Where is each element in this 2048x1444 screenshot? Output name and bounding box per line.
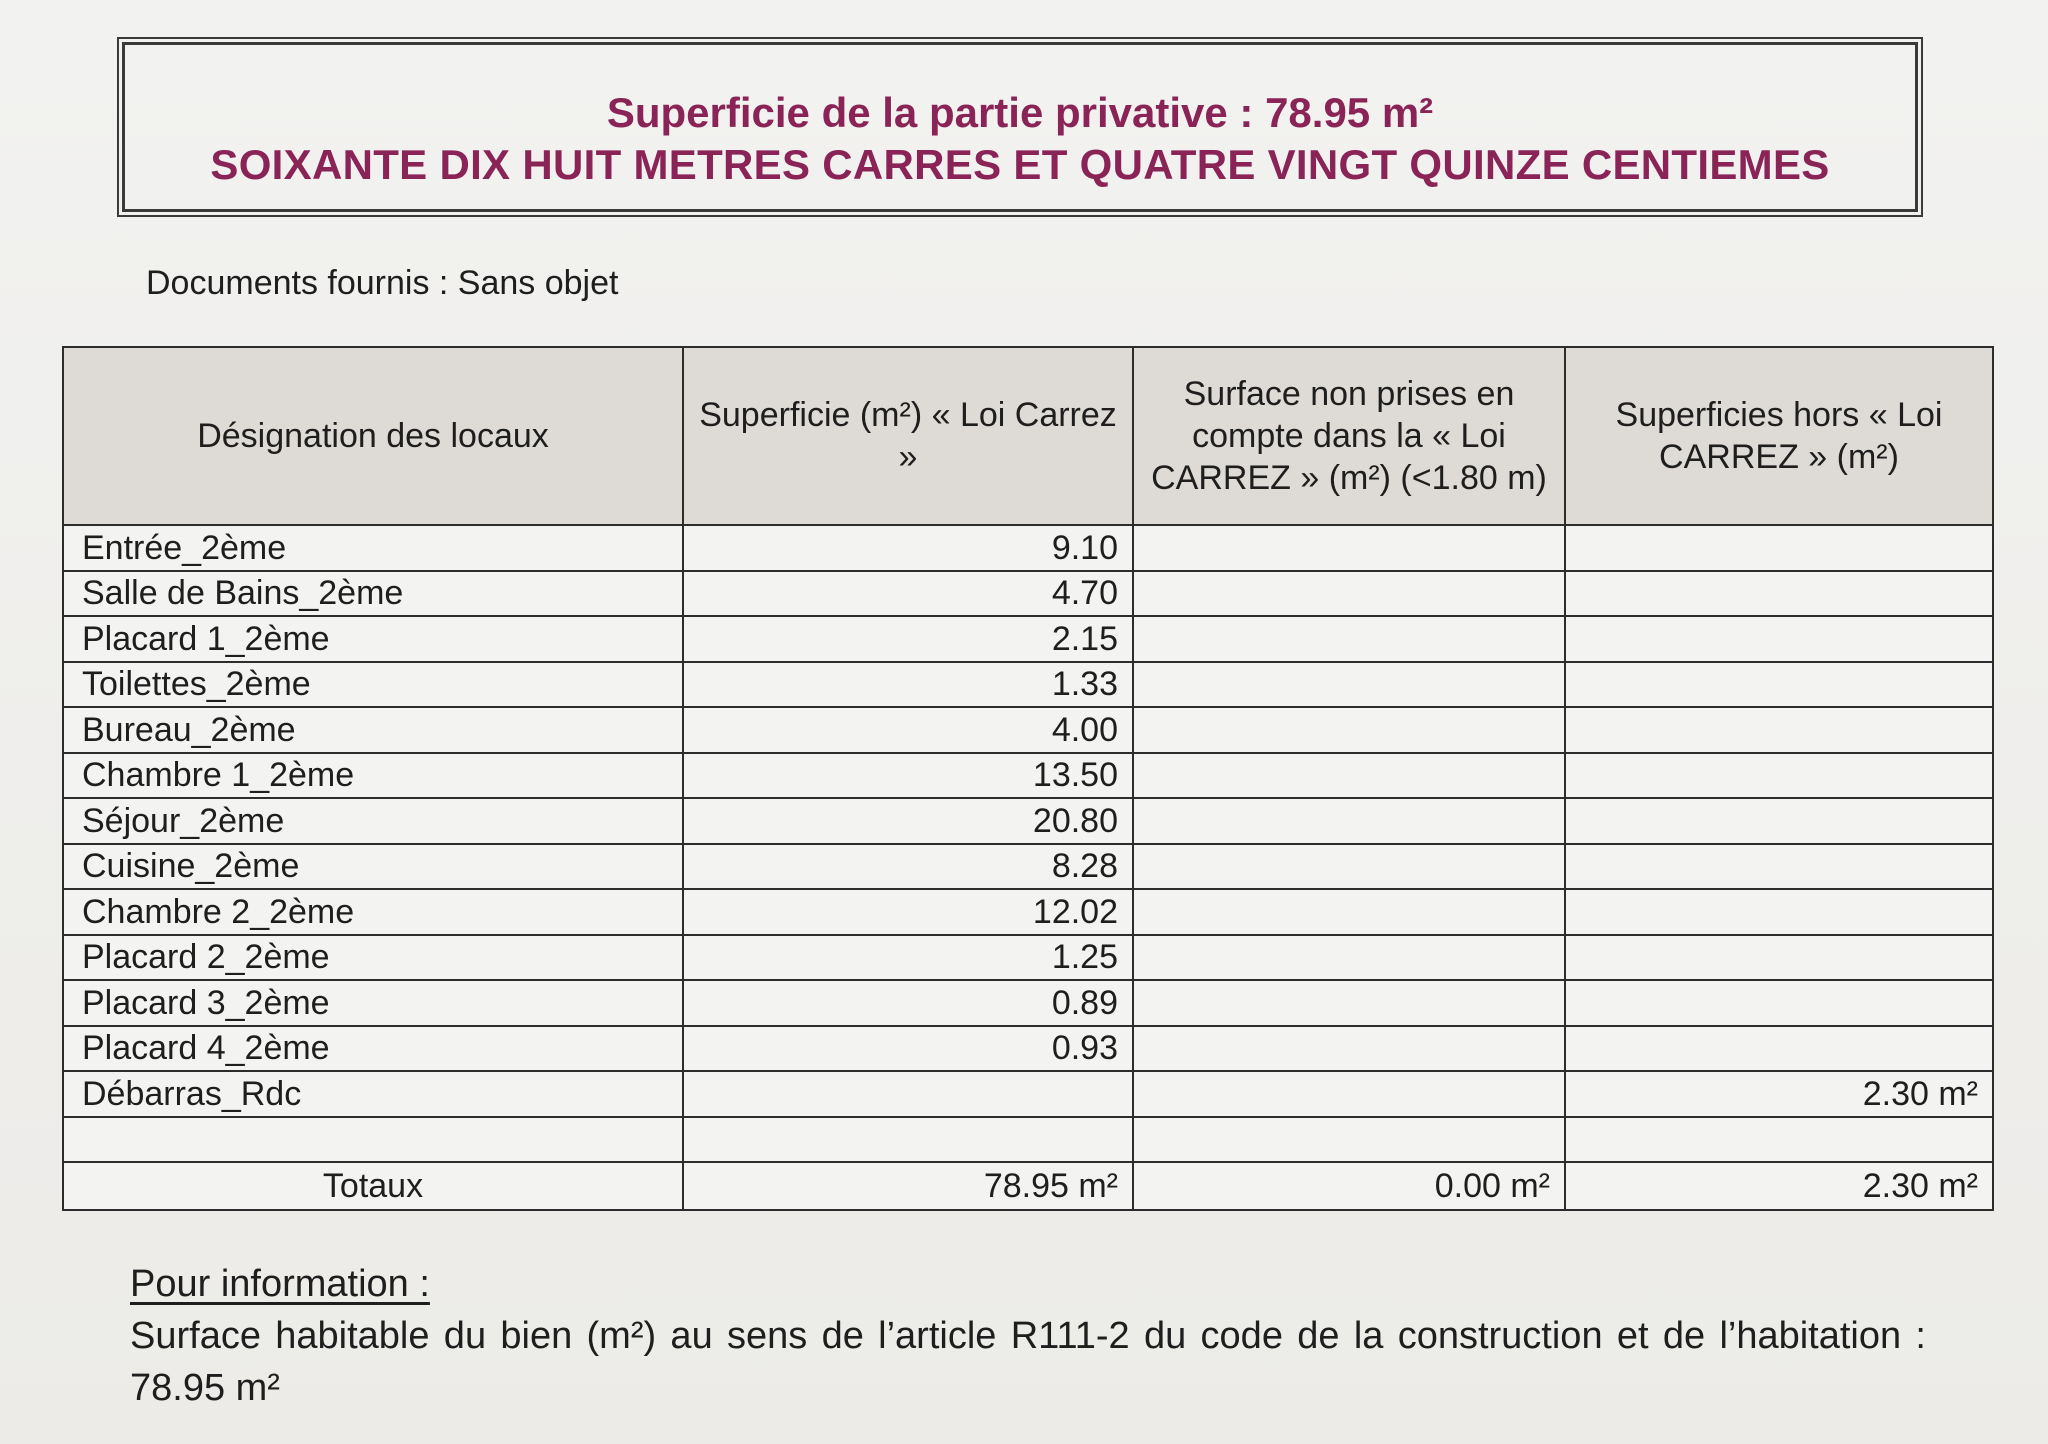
table-row: [63, 1026, 1993, 1072]
table-row: [63, 707, 1993, 753]
table-header-row: [63, 347, 1993, 525]
table-row: [63, 525, 1993, 571]
cell-carrez: 2.15: [683, 616, 1133, 662]
cell-non-prises: [1133, 889, 1565, 935]
cell-hors-carrez: [1565, 889, 1993, 935]
cell-hors-carrez: [1565, 1117, 1993, 1163]
cell-designation: [63, 1117, 683, 1163]
cell-designation: Salle de Bains_2ème: [63, 571, 683, 617]
cell-non-prises: [1133, 662, 1565, 708]
cell-hors-carrez: [1565, 525, 1993, 571]
cell-non-prises: [1133, 525, 1565, 571]
cell-designation: Bureau_2ème: [63, 707, 683, 753]
cell-carrez: 1.25: [683, 935, 1133, 981]
total-hors-carrez: 2.30 m²: [1565, 1162, 1993, 1210]
header-non-prises: Surface non prises en compte dans la « Loi CARREZ » (m²) (<1.80 m): [1133, 347, 1565, 525]
table-row: [63, 616, 1993, 662]
info-text: Surface habitable du bien (m²) au sens de l’article R111-2 du code de la construction et de l’habitation : 78.95 m²: [130, 1315, 1926, 1409]
cell-carrez: 13.50: [683, 753, 1133, 799]
cell-hors-carrez: [1565, 935, 1993, 981]
cell-designation: Chambre 2_2ème: [63, 889, 683, 935]
cell-hors-carrez: [1565, 844, 1993, 890]
cell-carrez: 12.02: [683, 889, 1133, 935]
cell-non-prises: [1133, 935, 1565, 981]
cell-hors-carrez: [1565, 1026, 1993, 1072]
cell-carrez: 8.28: [683, 844, 1133, 890]
table-row: [63, 889, 1993, 935]
cell-carrez: 20.80: [683, 798, 1133, 844]
cell-designation: Chambre 1_2ème: [63, 753, 683, 799]
info-title: Pour information :: [130, 1263, 430, 1305]
cell-non-prises: [1133, 1071, 1565, 1117]
surface-in-words: SOIXANTE DIX HUIT METRES CARRES ET QUATRE VINGT QUINZE CENTIEMES: [210, 141, 1830, 188]
total-carrez: 78.95 m²: [683, 1162, 1133, 1210]
table-row: [63, 571, 1993, 617]
cell-carrez: [683, 1071, 1133, 1117]
table-row: [63, 980, 1993, 1026]
cell-non-prises: [1133, 753, 1565, 799]
header-designation: Désignation des locaux: [63, 347, 683, 525]
summary-box: [122, 42, 1918, 212]
cell-carrez: 4.70: [683, 571, 1133, 617]
cell-carrez: 4.00: [683, 707, 1133, 753]
cell-designation: Cuisine_2ème: [63, 844, 683, 890]
table-row: [63, 662, 1993, 708]
cell-designation: Toilettes_2ème: [63, 662, 683, 708]
info-section: [130, 1258, 1926, 1414]
total-non-prises: 0.00 m²: [1133, 1162, 1565, 1210]
cell-non-prises: [1133, 707, 1565, 753]
cell-hors-carrez: [1565, 616, 1993, 662]
header-hors-carrez: Superficies hors « Loi CARREZ » (m²): [1565, 347, 1993, 525]
cell-non-prises: [1133, 1117, 1565, 1163]
cell-hors-carrez: [1565, 753, 1993, 799]
cell-non-prises: [1133, 1026, 1565, 1072]
cell-designation: Placard 3_2ème: [63, 980, 683, 1026]
cell-carrez: 0.93: [683, 1026, 1133, 1072]
cell-carrez: 9.10: [683, 525, 1133, 571]
cell-designation: Placard 1_2ème: [63, 616, 683, 662]
cell-designation: Séjour_2ème: [63, 798, 683, 844]
cell-hors-carrez: [1565, 798, 1993, 844]
totals-row: [63, 1162, 1993, 1210]
cell-non-prises: [1133, 980, 1565, 1026]
cell-non-prises: [1133, 616, 1565, 662]
table-row: [63, 798, 1993, 844]
cell-carrez: 1.33: [683, 662, 1133, 708]
cell-designation: Entrée_2ème: [63, 525, 683, 571]
cell-non-prises: [1133, 798, 1565, 844]
header-carrez: Superficie (m²) « Loi Carrez »: [683, 347, 1133, 525]
cell-designation: Placard 2_2ème: [63, 935, 683, 981]
cell-hors-carrez: [1565, 707, 1993, 753]
cell-designation: Débarras_Rdc: [63, 1071, 683, 1117]
surface-table: [62, 346, 1994, 1211]
table-row: [63, 935, 1993, 981]
cell-hors-carrez: 2.30 m²: [1565, 1071, 1993, 1117]
cell-hors-carrez: [1565, 662, 1993, 708]
documents-provided: Documents fournis : Sans objet: [146, 264, 619, 302]
surface-title: Superficie de la partie privative : 78.95 m²: [606, 89, 1434, 136]
table-row: [63, 844, 1993, 890]
cell-non-prises: [1133, 844, 1565, 890]
table-row: [63, 1117, 1993, 1163]
table-body: [63, 525, 1993, 1162]
cell-designation: Placard 4_2ème: [63, 1026, 683, 1072]
surface-table-container: [62, 346, 1992, 1211]
totals-label: Totaux: [63, 1162, 683, 1210]
cell-carrez: [683, 1117, 1133, 1163]
table-row: [63, 1071, 1993, 1117]
cell-carrez: 0.89: [683, 980, 1133, 1026]
table-row: [63, 753, 1993, 799]
cell-hors-carrez: [1565, 980, 1993, 1026]
cell-hors-carrez: [1565, 571, 1993, 617]
cell-non-prises: [1133, 571, 1565, 617]
